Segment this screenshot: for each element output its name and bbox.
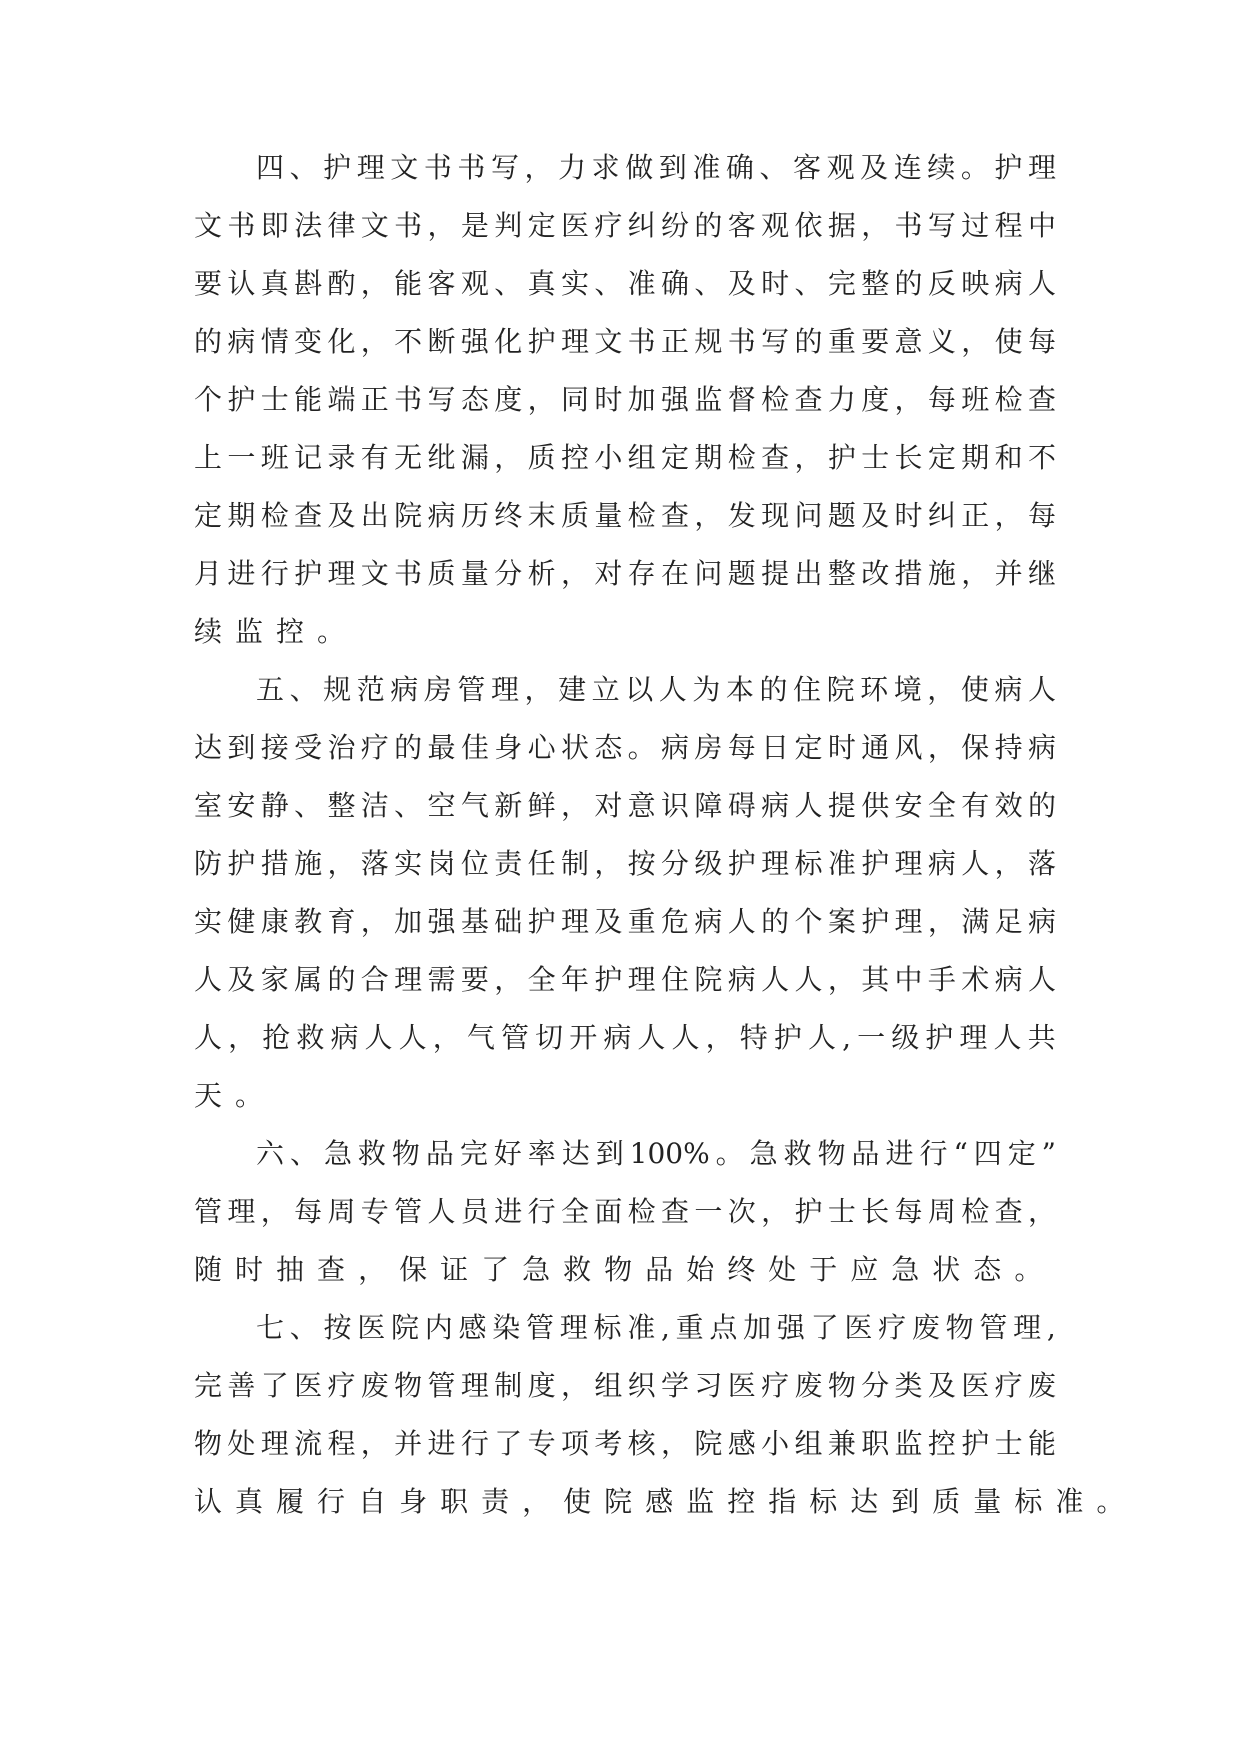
paragraph-line: 随 时 抽 查 ， 保 证 了 急 救 物 品 始 终 处 于 应 急 状 态 。 bbox=[194, 1253, 1043, 1286]
body-text bbox=[194, 139, 1125, 1531]
paragraph-line: 文 书 即 法 律 文 书 ， 是 判 定 医 疗 纠 纷 的 客 观 依 据 ， 书 写 过 程 中 bbox=[194, 209, 1056, 242]
paragraph-line: 四 、 护 理 文 书 书 写 ， 力 求 做 到 准 确 、 客 观 及 连 续 。 护 理 bbox=[256, 151, 1056, 184]
paragraph-line: 人 及 家 属 的 合 理 需 要 ， 全 年 护 理 住 院 病 人 人 ， 其 中 手 术 病 人 bbox=[194, 963, 1056, 996]
paragraph-line: 要 认 真 斟 酌 ， 能 客 观 、 真 实 、 准 确 、 及 时 、 完 整 的 反 映 病 人 bbox=[194, 267, 1056, 300]
paragraph-line: 达 到 接 受 治 疗 的 最 佳 身 心 状 态 。 病 房 每 日 定 时 通 风 ， 保 持 病 bbox=[194, 731, 1056, 764]
paragraph-line: 续 监 控 。 bbox=[194, 615, 346, 648]
paragraph-line: 定 期 检 查 及 出 院 病 历 终 末 质 量 检 查 ， 发 现 问 题 及 时 纠 正 ， 每 bbox=[194, 499, 1056, 532]
paragraph-line: 月 进 行 护 理 文 书 质 量 分 析 ， 对 存 在 问 题 提 出 整 改 措 施 ， 并 继 bbox=[194, 557, 1056, 590]
paragraph-line: 防 护 措 施 ， 落 实 岗 位 责 任 制 ， 按 分 级 护 理 标 准 护 理 病 人 ， 落 bbox=[194, 847, 1056, 880]
paragraph-line: 室 安 静 、 整 洁 、 空 气 新 鲜 ， 对 意 识 障 碍 病 人 提 供 安 全 有 效 的 bbox=[194, 789, 1056, 822]
paragraph-line: 人 ， 抢 救 病 人 人 ， 气 管 切 开 病 人 人 ， 特 护 人 , 一 级 护 理 人 共 bbox=[194, 1021, 1056, 1054]
paragraph-line: 完 善 了 医 疗 废 物 管 理 制 度 ， 组 织 学 习 医 疗 废 物 分 类 及 医 疗 废 bbox=[194, 1369, 1056, 1402]
paragraph-line: 的 病 情 变 化 ， 不 断 强 化 护 理 文 书 正 规 书 写 的 重 要 意 义 ， 使 每 bbox=[194, 325, 1056, 358]
paragraph-line: 七 、 按 医 院 内 感 染 管 理 标 准 , 重 点 加 强 了 医 疗 废 物 管 理 , bbox=[256, 1311, 1056, 1344]
paragraph-line: 天 。 bbox=[194, 1079, 264, 1112]
paragraph-line: 五 、 规 范 病 房 管 理 ， 建 立 以 人 为 本 的 住 院 环 境 ， 使 病 人 bbox=[256, 673, 1056, 706]
paragraph-line: 六 、 急 救 物 品 完 好 率 达 到 100% 。 急 救 物 品 进 行 “ 四 定 ” bbox=[256, 1137, 1056, 1170]
paragraph-line: 上 一 班 记 录 有 无 纰 漏 ， 质 控 小 组 定 期 检 查 ， 护 士 长 定 期 和 不 bbox=[194, 441, 1056, 474]
paragraph-line: 实 健 康 教 育 ， 加 强 基 础 护 理 及 重 危 病 人 的 个 案 护 理 ， 满 足 病 bbox=[194, 905, 1056, 938]
paragraph-line: 物 处 理 流 程 ， 并 进 行 了 专 项 考 核 ， 院 感 小 组 兼 职 监 控 护 士 能 bbox=[194, 1427, 1056, 1460]
paragraph-line: 个 护 士 能 端 正 书 写 态 度 ， 同 时 加 强 监 督 检 查 力 度 ， 每 班 检 查 bbox=[194, 383, 1056, 416]
paragraph-line: 管 理 ， 每 周 专 管 人 员 进 行 全 面 检 查 一 次 ， 护 士 长 每 周 检 查 ， bbox=[194, 1195, 1056, 1228]
paragraph-line: 认 真 履 行 自 身 职 责 ， 使 院 感 监 控 指 标 达 到 质 量 标 准 。 bbox=[194, 1485, 1125, 1518]
